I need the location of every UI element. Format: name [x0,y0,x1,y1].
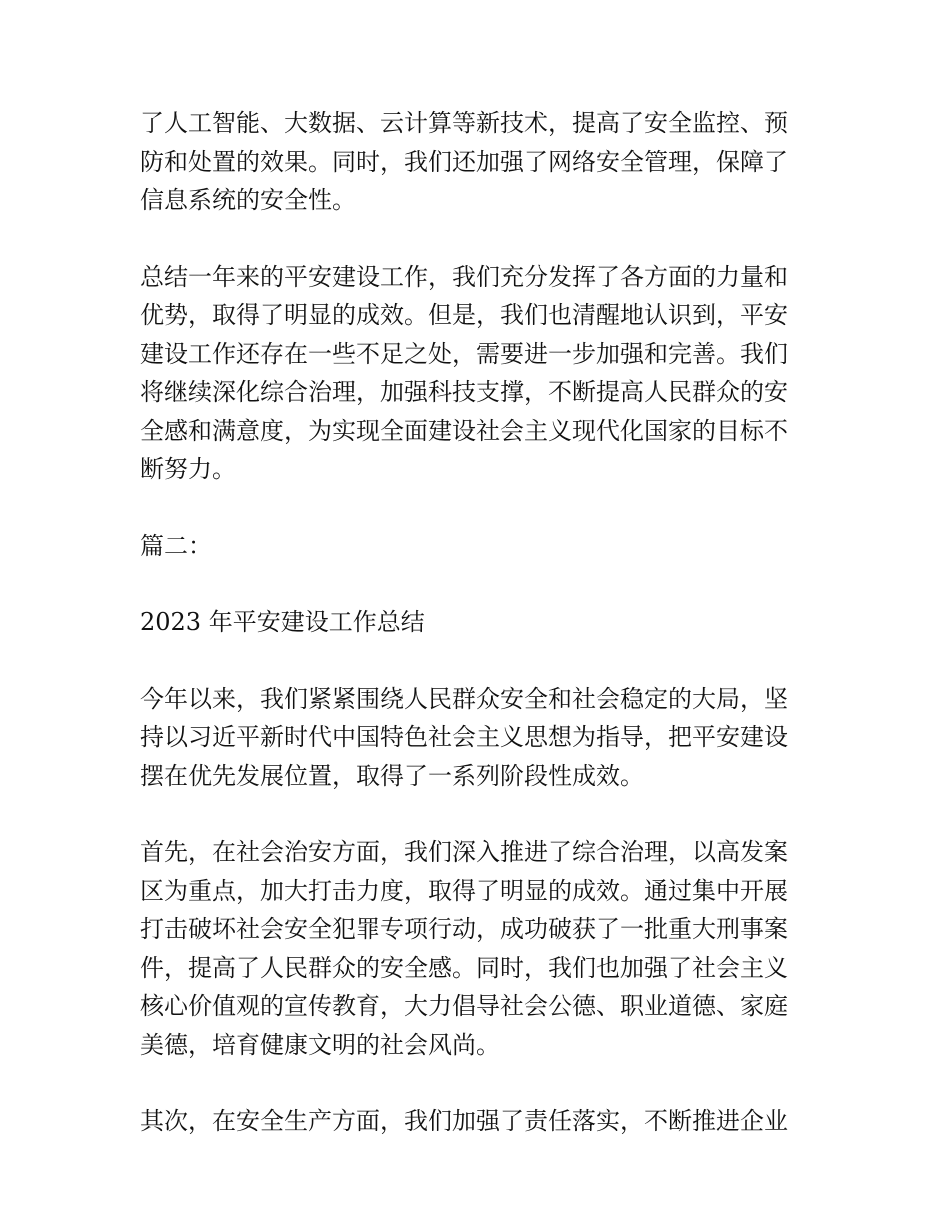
paragraph-production-safety [140,1102,812,1141]
text-line: 2023 年平安建设工作总结 [140,608,425,636]
text-line: 摆在优先发展位置，取得了一系列阶段性成效。 [140,761,644,790]
section-title [140,603,812,642]
text-line: 了人工智能、大数据、云计算等新技术，提高了安全监控、预 [140,109,788,137]
paragraph-introduction [140,680,812,796]
text-line: 美德，培育健康文明的社会风尚。 [140,1030,500,1059]
text-line: 将继续深化综合治理，加强科技支撑，不断提高人民群众的安 [140,378,788,406]
text-line: 建设工作还存在一些不足之处，需要进一步加强和完善。我们 [140,339,788,368]
text-line: 首先，在社会治安方面，我们深入推进了综合治理，以高发案 [140,838,788,866]
text-line: 总结一年来的平安建设工作，我们充分发挥了各方面的力量和 [140,262,788,291]
text-line: 件，提高了人民群众的安全感。同时，我们也加强了社会主义 [140,953,788,982]
text-line: 优势，取得了明显的成效。但是，我们也清醒地认识到，平安 [140,301,788,329]
section-label [140,527,812,566]
text-line: 其次，在安全生产方面，我们加强了责任落实，不断推进企业 [140,1107,788,1135]
text-line: 核心价值观的宣传教育，大力倡导社会公德、职业道德、家庭 [140,992,788,1020]
text-line: 区为重点，加大打击力度，取得了明显的成效。通过集中开展 [140,876,788,905]
paragraph-tech-security [140,104,812,220]
text-line: 断努力。 [140,455,236,483]
text-line: 今年以来，我们紧紧围绕人民群众安全和社会稳定的大局，坚 [140,684,788,713]
text-line: 持以习近平新时代中国特色社会主义思想为指导，把平安建设 [140,723,788,751]
paragraph-public-order [140,833,812,1064]
paragraph-year-summary [140,258,812,489]
text-line: 信息系统的安全性。 [140,186,356,214]
text-line: 打击破坏社会安全犯罪专项行动，成功破获了一批重大刑事案 [140,915,788,943]
text-line: 防和处置的效果。同时，我们还加强了网络安全管理，保障了 [140,147,788,176]
text-line: 篇二： [140,531,212,560]
document-body [140,104,812,1179]
text-line: 全感和满意度，为实现全面建设社会主义现代化国家的目标不 [140,416,788,445]
